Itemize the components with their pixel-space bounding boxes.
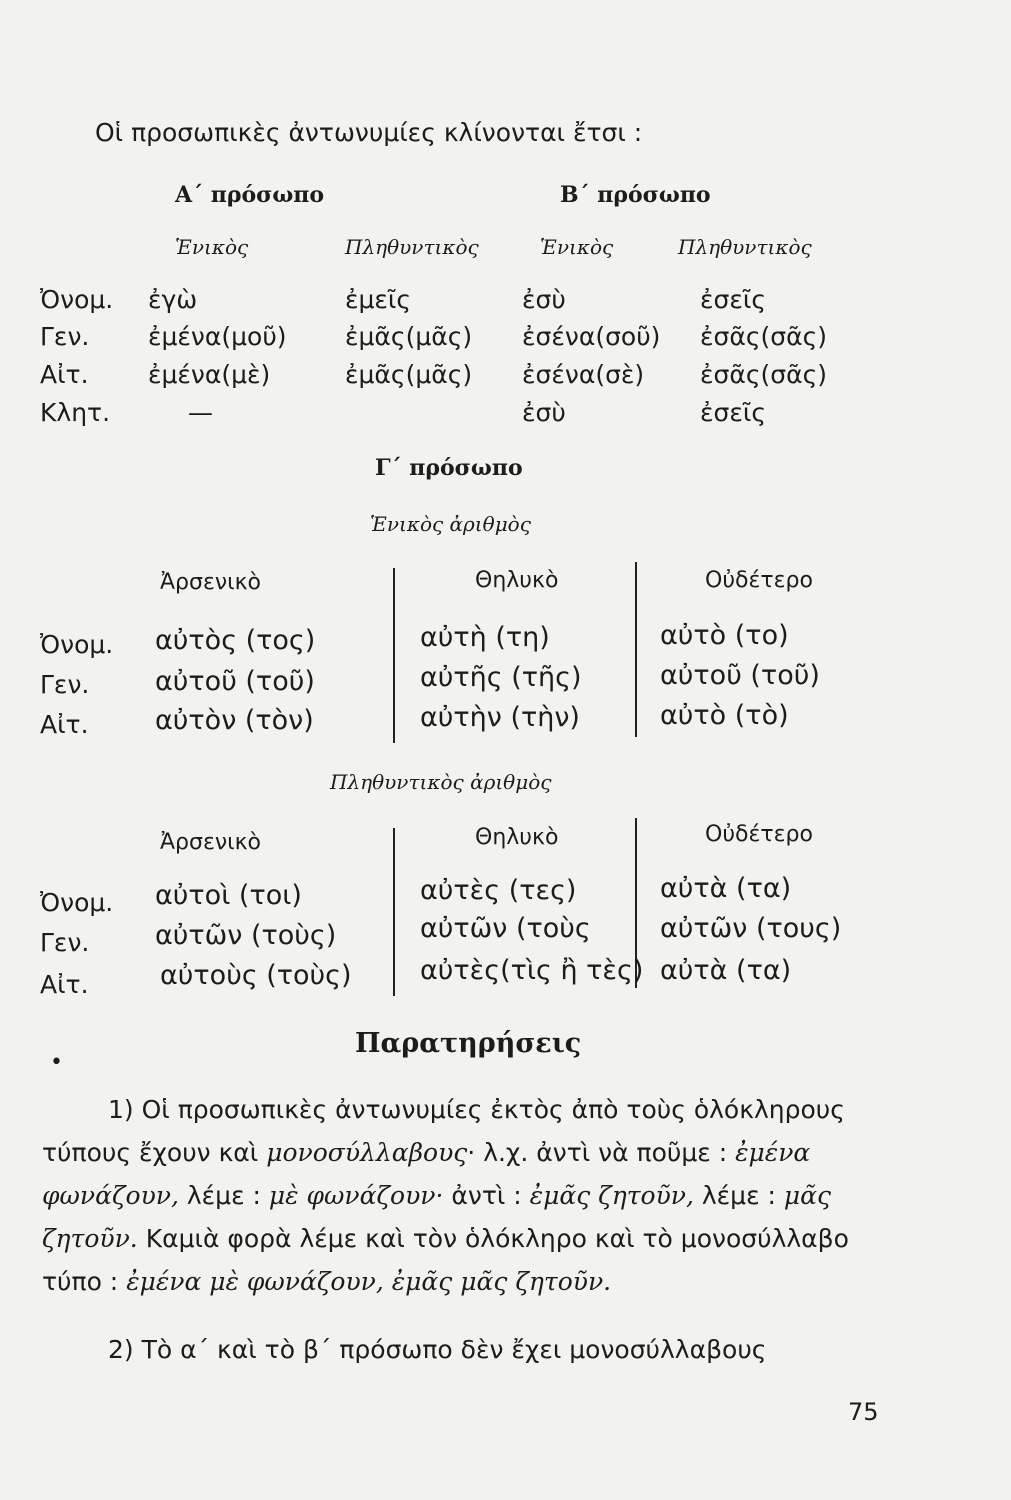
b-singular-cell: ἐσὺ [522, 285, 566, 314]
bullet-mark: • [50, 1050, 63, 1075]
col-header-b-plural: Πληθυντικὸς [678, 235, 812, 259]
b-plural-cell: ἐσᾶς(σᾶς) [700, 322, 828, 351]
a-singular-cell: ἐγὼ [148, 285, 198, 314]
b-plural-cell: ἐσᾶς(σᾶς) [700, 360, 828, 389]
gender-feminine: Θηλυκὸ [475, 825, 559, 850]
case-label: Γεν. [40, 322, 90, 351]
b-singular-cell: ἐσένα(σοῦ) [522, 322, 661, 351]
case-label: Αἰτ. [40, 970, 89, 999]
masculine-cell: αὐτὸς (τος) [155, 625, 316, 656]
note-text: · λ.χ. ἀντὶ νὰ ποῦμε : [467, 1138, 736, 1167]
page-number: 75 [848, 1398, 879, 1426]
masculine-cell: αὐτοὺς (τοὺς) [160, 960, 352, 991]
a-singular-cell: — [188, 398, 213, 427]
neuter-cell: αὐτὸ (τὸ) [660, 700, 789, 731]
note-text: λέμε : [178, 1181, 269, 1210]
a-singular-cell: ἐμένα(μοῦ) [148, 322, 287, 351]
b-plural-cell: ἐσεῖς [700, 285, 767, 314]
neuter-cell: αὐτῶν (τους) [660, 913, 842, 944]
feminine-cell: αὐτὴν (τὴν) [420, 702, 580, 733]
case-label: Ὀνομ. [40, 888, 114, 917]
note-paragraph-1 [42, 1088, 882, 1303]
gender-masculine: Ἀρσενικὸ [160, 570, 262, 595]
case-label: Αἰτ. [40, 710, 89, 739]
intro-line: Οἱ προσωπικὲς ἀντωνυμίες κλίνονται ἔτσι : [95, 118, 643, 147]
col-header-b-singular: Ἑνικὸς [540, 235, 614, 259]
case-label: Ὀνομ. [40, 630, 114, 659]
feminine-cell: αὐτὲς(τὶς ἢ τὲς) [420, 955, 644, 986]
gender-neuter: Οὐδέτερο [705, 568, 813, 593]
column-divider [393, 828, 395, 996]
case-label: Κλητ. [40, 398, 111, 427]
second-person-title: Β΄ πρόσωπο [560, 182, 711, 208]
note-italic: ἐμᾶς ζητοῦν, [529, 1181, 694, 1210]
case-label: Ὀνομ. [40, 285, 114, 314]
note-text: λέμε : [693, 1181, 784, 1210]
first-person-title: Α΄ πρόσωπο [175, 182, 325, 208]
masculine-cell: αὐτὸν (τὸν) [155, 705, 314, 736]
note-italic: μᾶς ζητοῦν. [42, 1181, 832, 1253]
neuter-cell: αὐτὰ (τα) [660, 873, 792, 904]
note-text: Καμιὰ φορὰ λέμε καὶ τὸν ὁλόκληρο καὶ τὸ μονοσύλλαβο τύπο : [42, 1224, 849, 1296]
feminine-cell: αὐτῆς (τῆς) [420, 662, 582, 693]
note-paragraph-2: 2) Τὸ α΄ καὶ τὸ β΄ πρόσωπο δὲν ἔχει μονοσύλλαβους [108, 1335, 767, 1364]
neuter-cell: αὐτοῦ (τοῦ) [660, 660, 820, 691]
feminine-cell: αὐτὲς (τες) [420, 875, 577, 906]
neuter-cell: αὐτὰ (τα) [660, 955, 792, 986]
gender-neuter: Οὐδέτερο [705, 822, 813, 847]
masculine-cell: αὐτοὶ (τοι) [155, 880, 302, 911]
b-plural-cell: ἐσεῖς [700, 398, 767, 427]
notes-heading: Παρατηρήσεις [355, 1028, 582, 1059]
case-label: Αἰτ. [40, 360, 89, 389]
b-singular-cell: ἐσένα(σὲ) [522, 360, 645, 389]
gender-feminine: Θηλυκὸ [475, 568, 559, 593]
col-header-a-singular: Ἑνικὸς [175, 235, 249, 259]
note-italic: ἐμένα φωνάζουν, [42, 1138, 811, 1210]
note-italic: μονοσύλλαβους [266, 1138, 468, 1167]
feminine-cell: αὐτὴ (τη) [420, 622, 550, 653]
gender-masculine: Ἀρσενικὸ [160, 830, 262, 855]
masculine-cell: αὐτοῦ (τοῦ) [155, 666, 315, 697]
neuter-cell: αὐτὸ (το) [660, 620, 789, 651]
a-plural-cell: ἐμεῖς [345, 285, 412, 314]
b-singular-cell: ἐσὺ [522, 398, 566, 427]
third-person-title: Γ΄ πρόσωπο [375, 455, 523, 481]
masculine-cell: αὐτῶν (τοὺς) [155, 920, 337, 951]
plural-number-label: Πληθυντικὸς ἀριθμὸς [330, 770, 552, 794]
feminine-cell: αὐτῶν (τοὺς [420, 913, 591, 944]
a-plural-cell: ἐμᾶς(μᾶς) [345, 360, 473, 389]
note-italic: μὲ φωνάζουν· [268, 1181, 444, 1210]
note-italic: ἐμένα μὲ φωνάζουν, ἐμᾶς μᾶς ζητοῦν. [126, 1267, 612, 1296]
a-singular-cell: ἐμένα(μὲ) [148, 360, 271, 389]
singular-number-label: Ἑνικὸς ἀριθμὸς [370, 512, 531, 536]
case-label: Γεν. [40, 928, 90, 957]
note-text: 1) Οἱ προσωπικὲς ἀντωνυμίες ἐκτὸς ἀπὸ τοὺς ὁλόκληρους τύπους ἔχουν καὶ [42, 1095, 845, 1167]
col-header-a-plural: Πληθυντικὸς [345, 235, 479, 259]
case-label: Γεν. [40, 670, 90, 699]
column-divider [393, 568, 395, 743]
note-text: ἀντὶ : [443, 1181, 530, 1210]
a-plural-cell: ἐμᾶς(μᾶς) [345, 322, 473, 351]
column-divider [635, 562, 637, 737]
